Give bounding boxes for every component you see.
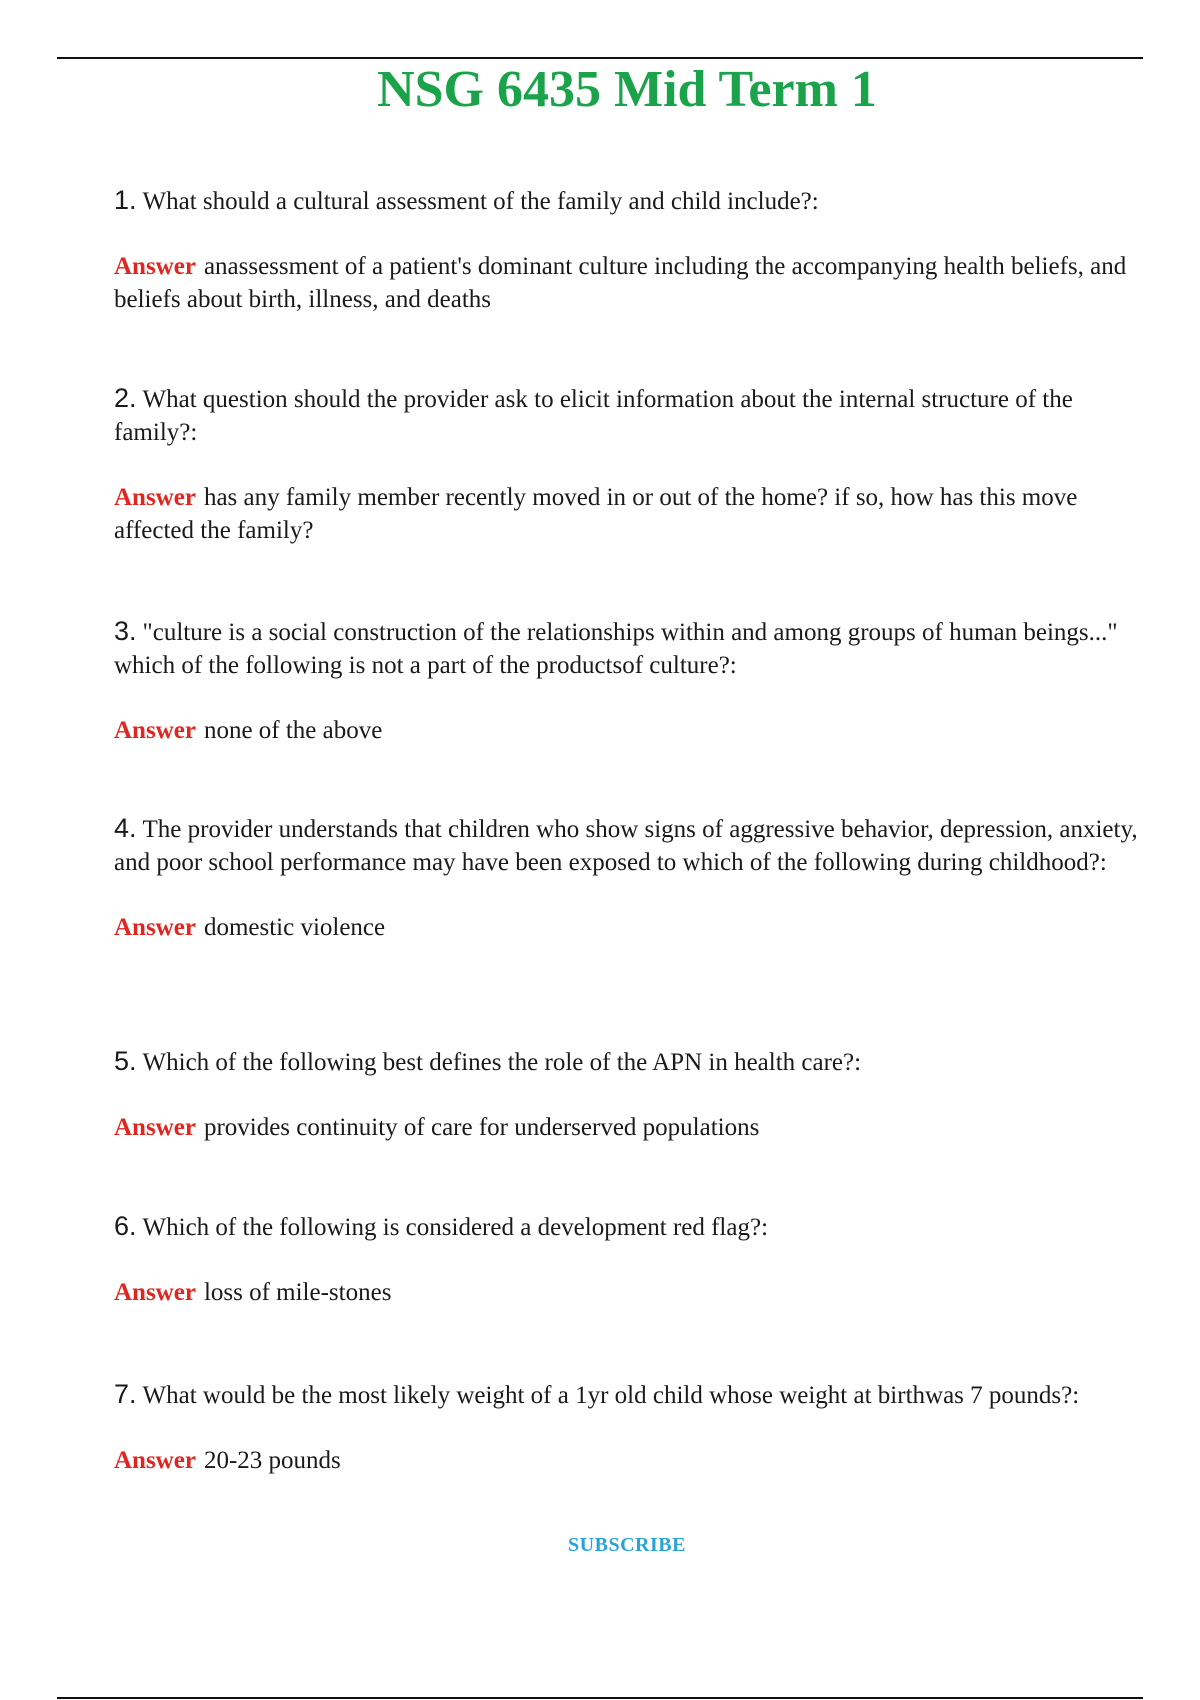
qa-item (114, 184, 1144, 316)
question-text: What should a cultural assessment of the family and child include?: (142, 188, 819, 215)
question-text: What question should the provider ask to elicit information about the internal structure of the family?: (114, 386, 1073, 446)
subscribe-link[interactable]: SUBSCRIBE (568, 1534, 686, 1556)
qa-item (114, 812, 1144, 944)
answer-text: has any family member recently moved in or out of the home? if so, how has this move affected the family? (114, 484, 1078, 544)
question (114, 1378, 1079, 1412)
answer (114, 481, 1144, 547)
question-text: The provider understands that children who show signs of aggressive behavior, depression, anxiety, and poor school performance may have been exposed to which of the following during childhood?: (114, 816, 1138, 876)
question-number: 5. (114, 1046, 137, 1076)
bottom-rule (57, 1697, 1143, 1699)
answer (114, 1444, 1079, 1477)
question-number: 2. (114, 383, 137, 413)
question-number: 7. (114, 1379, 137, 1409)
qa-item (114, 382, 1144, 547)
answer-label: Answer (114, 1279, 196, 1306)
qa-item (114, 1210, 768, 1309)
answer (114, 250, 1144, 316)
answer-text: none of the above (203, 717, 383, 744)
answer-label: Answer (114, 914, 196, 941)
question-number: 3. (114, 616, 137, 646)
question (114, 1045, 861, 1079)
question-number: 1. (114, 185, 137, 215)
answer-label: Answer (114, 484, 196, 511)
answer-label: Answer (114, 1447, 196, 1474)
answer-text: anassessment of a patient's dominant culture including the accompanying health beliefs, and beliefs about birth, illness, and deaths (114, 253, 1127, 313)
qa-item (114, 1045, 861, 1144)
question (114, 615, 1144, 682)
question-text: "culture is a social construction of the relationships within and among groups of human beings..." which of the following is not a part of the productsof culture?: (114, 619, 1118, 679)
question-text: What would be the most likely weight of a 1yr old child whose weight at birthwas 7 pounds?: (142, 1382, 1080, 1409)
question-text: Which of the following best defines the role of the APN in health care?: (142, 1049, 862, 1076)
question-number: 6. (114, 1211, 137, 1241)
answer-text: provides continuity of care for underserved populations (203, 1114, 760, 1141)
answer (114, 1111, 861, 1144)
question (114, 1210, 768, 1244)
answer-label: Answer (114, 253, 196, 280)
answer (114, 1276, 768, 1309)
answer (114, 714, 1144, 747)
answer-text: loss of mile-stones (203, 1279, 392, 1306)
qa-item (114, 615, 1144, 747)
answer-label: Answer (114, 717, 196, 744)
question-text: Which of the following is considered a development red flag?: (142, 1214, 769, 1241)
question (114, 812, 1144, 879)
question (114, 382, 1144, 449)
answer-label: Answer (114, 1114, 196, 1141)
page-title: NSG 6435 Mid Term 1 (377, 61, 877, 118)
answer-text: domestic violence (203, 914, 386, 941)
question (114, 184, 1144, 218)
answer (114, 911, 1144, 944)
answer-text: 20-23 pounds (203, 1447, 341, 1474)
question-number: 4. (114, 813, 137, 843)
qa-item (114, 1378, 1079, 1477)
